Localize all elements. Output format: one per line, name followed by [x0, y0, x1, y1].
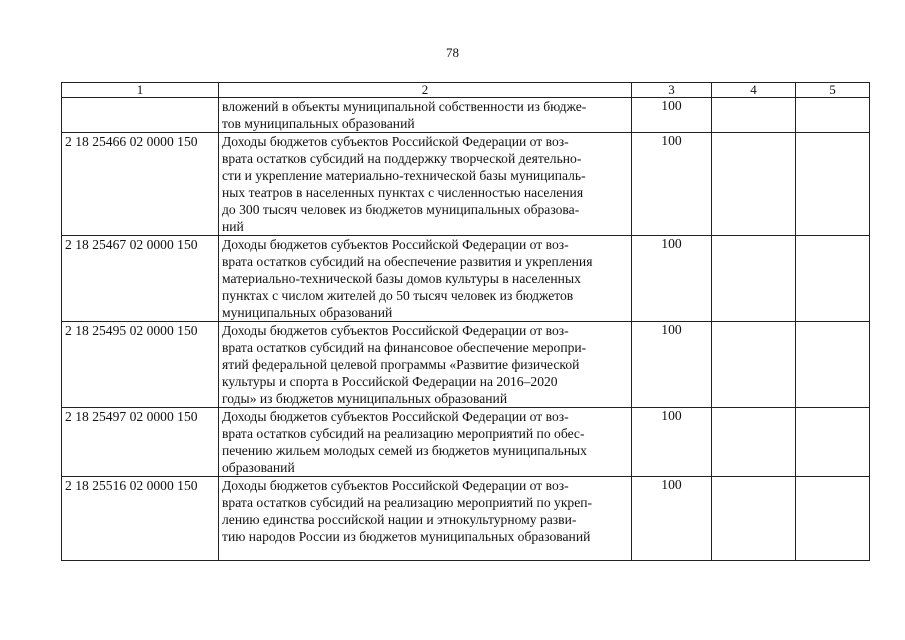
description-cell: Доходы бюджетов субъектов Российской Федерации от воз- врата остатков субсидий на реализацию мероприятий по укреп- лению единства российской нации и этнокультурному разви- тию народов России из бюджетов муниципальных образований [219, 477, 632, 561]
value-cell: 100 [632, 477, 712, 561]
value-cell: 100 [632, 408, 712, 477]
empty-cell [712, 477, 796, 561]
empty-cell [796, 236, 870, 322]
table-header-row [62, 83, 870, 98]
description-cell: Доходы бюджетов субъектов Российской Федерации от воз- врата остатков субсидий на поддержку творческой деятельно- сти и укрепление материально-технической базы муниципаль- ных театров в населенных пунктах с численностью населения до 300 тысяч человек из бюджетов муниципальных образова- ний [219, 133, 632, 236]
column-header: 3 [632, 83, 712, 98]
empty-cell [712, 98, 796, 133]
table-row [62, 98, 870, 133]
description-cell: Доходы бюджетов субъектов Российской Федерации от воз- врата остатков субсидий на финансовое обеспечение меропри- ятий федеральной целевой программы «Развитие физической культуры и спорта в Российской Федерации на 2016–2020 годы» из бюджетов муниципальных образований [219, 322, 632, 408]
table-row [62, 236, 870, 322]
description-cell: вложений в объекты муниципальной собственности из бюдже- тов муниципальных образований [219, 98, 632, 133]
table-row [62, 322, 870, 408]
empty-cell [712, 133, 796, 236]
value-cell: 100 [632, 133, 712, 236]
budget-code-cell [62, 98, 219, 133]
empty-cell [796, 408, 870, 477]
description-cell: Доходы бюджетов субъектов Российской Федерации от воз- врата остатков субсидий на обеспечение развития и укрепления материально-технической базы домов культуры в населенных пунктах с числом жителей до 50 тысяч человек из бюджетов муниципальных образований [219, 236, 632, 322]
empty-cell [712, 236, 796, 322]
column-header: 5 [796, 83, 870, 98]
budget-code-cell: 2 18 25516 02 0000 150 [62, 477, 219, 561]
value-cell: 100 [632, 236, 712, 322]
column-header: 1 [62, 83, 219, 98]
budget-code-cell: 2 18 25497 02 0000 150 [62, 408, 219, 477]
budget-code-cell: 2 18 25466 02 0000 150 [62, 133, 219, 236]
column-header: 4 [712, 83, 796, 98]
budget-table [61, 82, 870, 561]
table-row [62, 477, 870, 561]
empty-cell [796, 133, 870, 236]
table-row [62, 408, 870, 477]
empty-cell [796, 98, 870, 133]
empty-cell [796, 322, 870, 408]
page-number: 78 [446, 45, 459, 60]
value-cell: 100 [632, 322, 712, 408]
value-cell: 100 [632, 98, 712, 133]
budget-code-cell: 2 18 25495 02 0000 150 [62, 322, 219, 408]
empty-cell [712, 408, 796, 477]
description-cell: Доходы бюджетов субъектов Российской Федерации от воз- врата остатков субсидий на реализацию мероприятий по обес- печению жильем молодых семей из бюджетов муниципальных образований [219, 408, 632, 477]
column-header: 2 [219, 83, 632, 98]
table-row [62, 133, 870, 236]
budget-code-cell: 2 18 25467 02 0000 150 [62, 236, 219, 322]
empty-cell [712, 322, 796, 408]
empty-cell [796, 477, 870, 561]
